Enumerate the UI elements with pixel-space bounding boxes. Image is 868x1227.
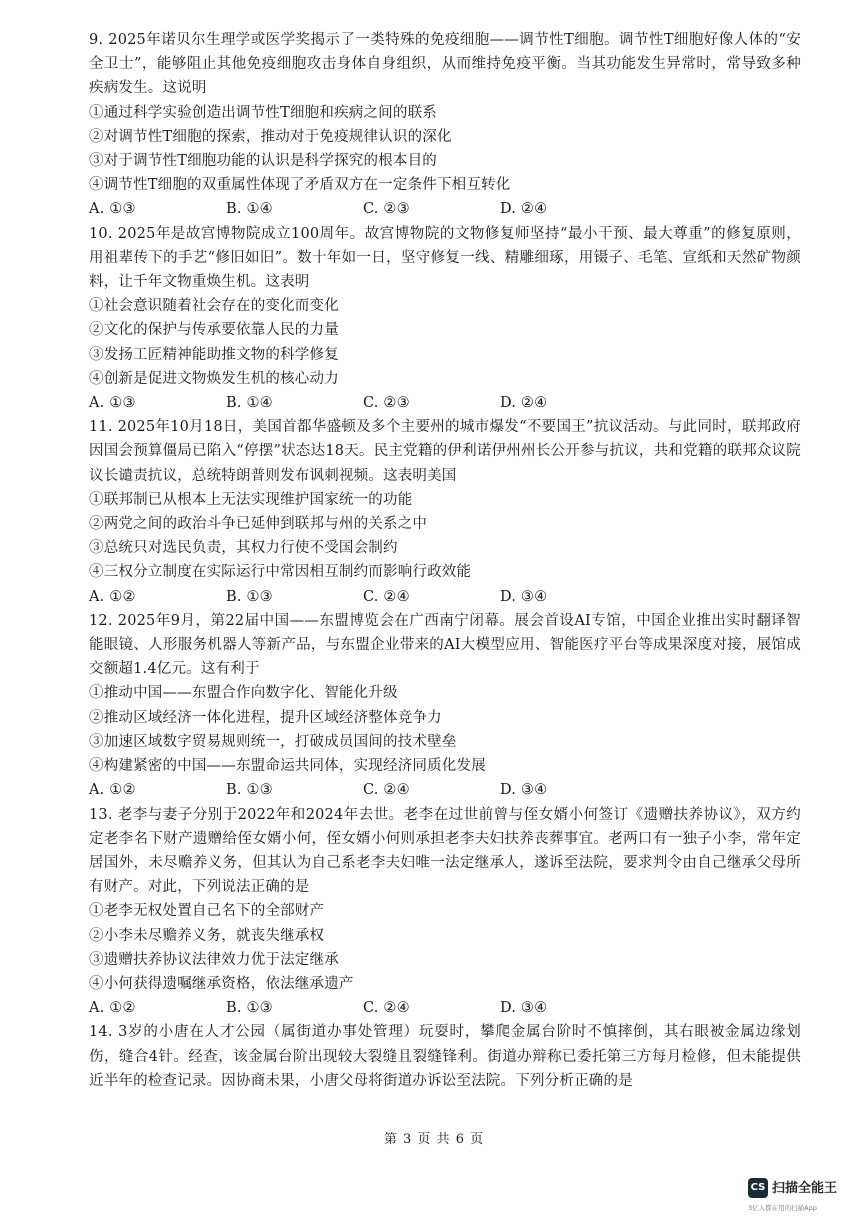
option-2: ②两党之间的政治斗争已延伸到联邦与州的关系之中 [89,516,428,533]
answer-d: D. ③④ [500,1000,548,1017]
answer-d: D. ②④ [500,201,548,218]
option-3: ③总统只对选民负责，其权力行使不受国会制约 [89,540,398,557]
option-1: ①老李无权处置自己名下的全部财产 [89,903,325,920]
question-9 [89,28,801,222]
answer-c: C. ②④ [363,782,410,799]
option-1: ①推动中国——东盟合作向数字化、智能化升级 [89,685,398,702]
answer-b: B. ①③ [226,1000,273,1017]
answer-c: C. ②③ [363,395,410,412]
answer-c: C. ②④ [363,588,410,605]
scanner-app-name: 扫描全能王 [772,1181,838,1196]
option-4: ④构建紧密的中国——东盟命运共同体，实现经济同质化发展 [89,758,486,775]
answer-a: A. ①③ [89,395,136,412]
question-12 [89,609,801,803]
option-2: ②文化的保护与传承要依靠人民的力量 [89,322,339,339]
answer-c: C. ②④ [363,1000,410,1017]
answer-choices [89,996,801,1020]
answer-c: C. ②③ [363,201,410,218]
question-11 [89,415,801,609]
answer-d: D. ②④ [500,395,548,412]
answer-b: B. ①③ [226,588,273,605]
option-4: ④三权分立制度在实际运行中常因相互制约而影响行政效能 [89,564,472,581]
question-stem: 10. 2025年是故宫博物院成立100周年。故宫博物院的文物修复师坚持“最小干预、最大尊重”的修复原则，用祖辈传下的手艺“修旧如旧”。数十年如一日，坚守修复一线、精雕细琢，用镊子、毛笔、宣纸和天然矿物颜料，让千年文物重焕生机。这表明 [89,225,801,291]
question-10 [89,222,801,416]
answer-b: B. ①④ [226,395,273,412]
option-3: ③遗赠扶养协议法律效力优于法定继承 [89,951,339,968]
question-14 [89,1020,801,1093]
answer-d: D. ③④ [500,588,548,605]
option-2: ②小李未尽赡养义务，就丧失继承权 [89,927,325,944]
question-stem: 13. 老李与妻子分别于2022年和2024年去世。老李在过世前曾与侄女婿小何签订《遗赠扶养协议》，双方约定老李名下财产遗赠给侄女婿小何，侄女婿小何则承担老李夫妇扶养丧葬事宜。老两口有一独子小李，常年定居国外，未尽赡养义务，但其认为自己系老李夫妇唯一法定继承人，遂诉至法院，要求判令由自己继承父母所有财产。对此，下列说法正确的是 [89,806,801,896]
answer-choices [89,197,801,221]
question-stem: 9. 2025年诺贝尔生理学或医学奖揭示了一类特殊的免疫细胞——调节性T细胞。调节性T细胞好像人体的“安全卫士”，能够阻止其他免疫细胞攻击身体自身组织，从而维持免疫平衡。当其功能发生异常时，常导致多种疾病发生。这说明 [89,32,801,97]
answer-choices [89,778,801,802]
question-stem: 11. 2025年10月18日，美国首都华盛顿及多个主要州的城市爆发“不要国王”抗议活动。与此同时，联邦政府因国会预算僵局已陷入“停摆”状态达18天。民主党籍的伊利诺伊州州长公开参与抗议，共和党籍的联邦众议院议长谴责抗议，总统特朗普则发布讽刺视频。这表明美国 [89,419,801,484]
option-4: ④调节性T细胞的双重属性体现了矛盾双方在一定条件下相互转化 [89,177,511,194]
scanner-watermark [748,1175,860,1223]
option-1: ①社会意识随着社会存在的变化而变化 [89,298,339,315]
question-list [89,28,801,1093]
option-3: ③对于调节性T细胞功能的认识是科学探究的根本目的 [89,153,437,170]
answer-b: B. ①③ [226,782,273,799]
option-2: ②推动区域经济一体化进程，提升区域经济整体竞争力 [89,709,442,726]
camscanner-logo-icon: CS [748,1178,768,1198]
option-4: ④小何获得遗嘱继承资格，依法继承遗产 [89,975,354,992]
answer-a: A. ①② [89,782,136,799]
option-1: ①通过科学实验创造出调节性T细胞和疾病之间的联系 [89,104,437,121]
page-number: 第 3 页 共 6 页 [383,1132,485,1147]
question-stem: 12. 2025年9月，第22届中国——东盟博览会在广西南宁闭幕。展会首设AI专馆，中国企业推出实时翻译智能眼镜、人形服务机器人等新产品，与东盟企业带来的AI大模型应用、智能医疗平台等成果深度对接，展馆成交额超1.4亿元。这有利于 [89,612,801,678]
option-4: ④创新是促进文物焕发生机的核心动力 [89,370,339,387]
answer-a: A. ①② [89,588,136,605]
option-3: ③加速区域数字贸易规则统一，打破成员国间的技术壁垒 [89,733,457,750]
option-3: ③发扬工匠精神能助推文物的科学修复 [89,346,339,363]
answer-d: D. ③④ [500,782,548,799]
option-2: ②对调节性T细胞的探索，推动对于免疫规律认识的深化 [89,128,452,145]
answer-choices [89,391,801,415]
answer-a: A. ①② [89,1000,136,1017]
question-stem: 14. 3岁的小唐在人才公园（属街道办事处管理）玩耍时，攀爬金属台阶时不慎摔倒，其右眼被金属边缘划伤，缝合4针。经查，该金属台阶出现较大裂缝且裂缝锋利。街道办辩称已委托第三方每月检修，但未能提供近半年的检查记录。因协商未果，小唐父母将街道办诉讼至法院。下列分析正确的是 [89,1024,801,1089]
answer-a: A. ①③ [89,201,136,218]
answer-choices [89,585,801,609]
scanner-tagline: 3亿人都在用的扫描App [748,1204,817,1212]
option-1: ①联邦制已从根本上无法实现维护国家统一的功能 [89,491,413,508]
answer-b: B. ①④ [226,201,273,218]
question-13 [89,803,801,1021]
